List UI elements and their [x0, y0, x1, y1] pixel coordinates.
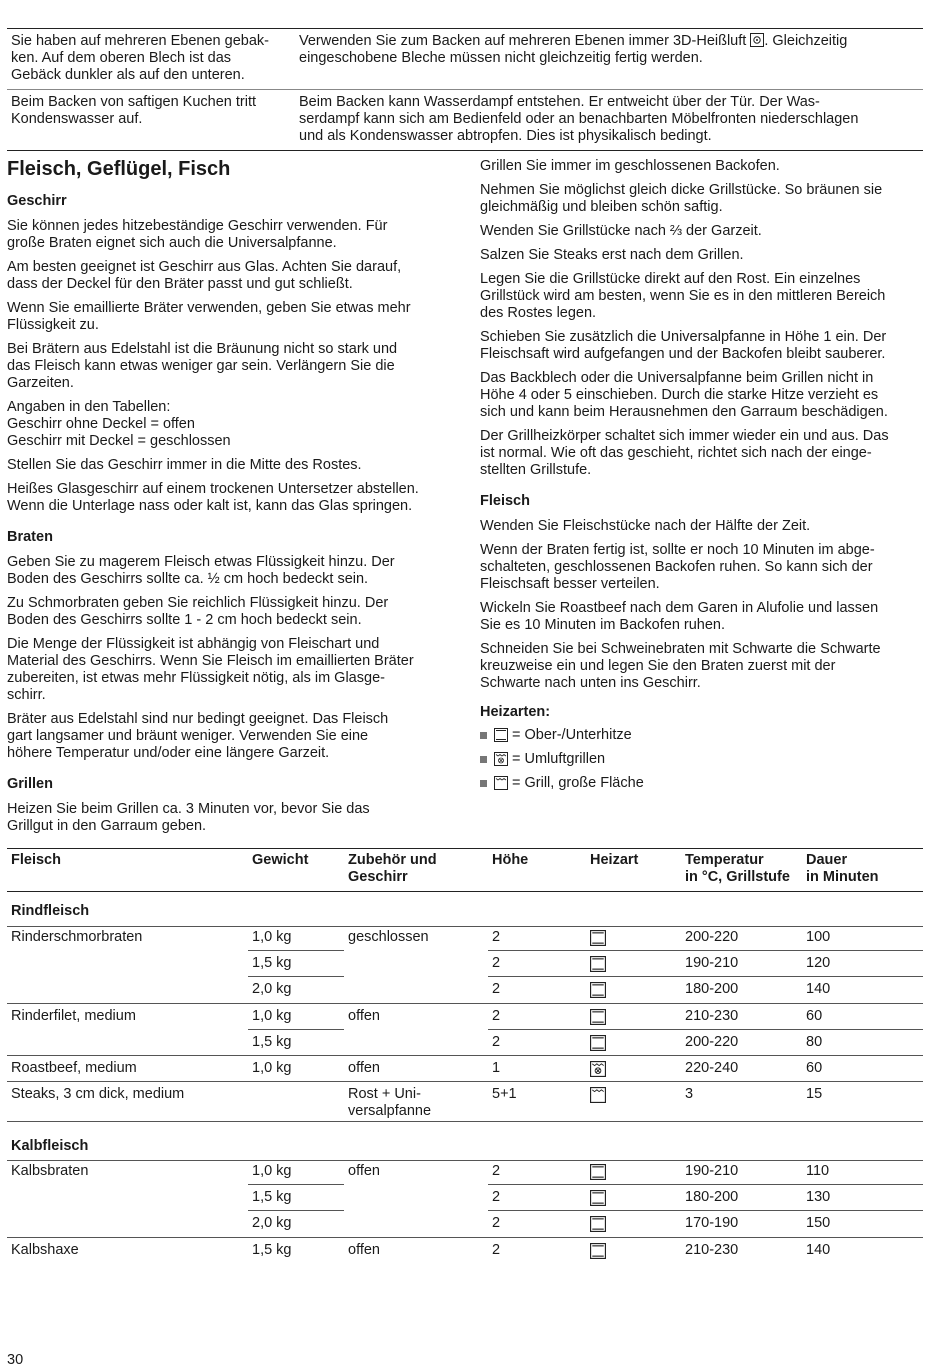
fleisch-heading: Fleisch: [480, 493, 530, 509]
ober-unterhitze-icon: [590, 1164, 606, 1180]
cell-temp: 3: [685, 1086, 694, 1102]
cell-dur: 130: [806, 1189, 831, 1205]
paragraph: Legen Sie die Grillstücke direkt auf den Rost. Ein einzelnes Grillstück wird am besten, wenn Sie es in den mittleren Bereich des Rostes legen.: [480, 271, 886, 321]
geschirr-heading: Geschirr: [7, 193, 67, 209]
ober-unterhitze-icon: [590, 1190, 606, 1206]
cell-temp: 210-230: [685, 1242, 739, 1258]
solution-cell: Beim Backen kann Wasserdampf entstehen. Er entweicht über der Tür. Der Was- serdampf kann sich am Bedienfeld oder an benachbarten Möbelfronten niederschlagen und als Kondenswasser abtropfen. Dies ist physikalisch bedingt.: [299, 94, 859, 144]
cell-name: Kalbshaxe: [11, 1242, 79, 1258]
paragraph: Am besten geeignet ist Geschirr aus Glas. Achten Sie darauf, dass der Deckel für den Bräter passt und gut schließt.: [7, 259, 402, 292]
row-divider: [7, 1055, 923, 1056]
solution-text: Verwenden Sie zum Backen auf mehreren Ebenen immer 3D-Heißluft: [299, 33, 751, 49]
cell-dur: 120: [806, 955, 831, 971]
cell-dur: 140: [806, 1242, 831, 1258]
paragraph: Salzen Sie Steaks erst nach dem Grillen.: [480, 247, 744, 263]
cell-height: 2: [492, 955, 501, 971]
solution-cell: [299, 33, 923, 84]
paragraph: Geben Sie zu magerem Fleisch etwas Flüssigkeit hinzu. Der Boden des Geschirrs sollte ca. ½ cm hoch bedeckt sein.: [7, 554, 395, 587]
cell-dur: 100: [806, 929, 831, 945]
cell-name: Kalbsbraten: [11, 1163, 89, 1179]
paragraph: Schneiden Sie bei Schweinebraten mit Schwarte die Schwarte kreuzweise ein und legen Sie den Braten zuerst mit der Schwarte nach unten ins Geschirr.: [480, 641, 881, 691]
paragraph: Heißes Glasgeschirr auf einem trockenen Untersetzer abstellen. Wenn die Unterlage nass oder kalt ist, kann das Glas springen.: [7, 481, 419, 514]
row-divider: [248, 950, 344, 951]
cell-dur: 110: [806, 1163, 830, 1179]
bullet-square: [480, 780, 487, 787]
row-divider: [7, 1237, 923, 1238]
paragraph: Heizen Sie beim Grillen ca. 3 Minuten vor, bevor Sie das Grillgut in den Garraum geben.: [7, 801, 370, 834]
section-label: Kalbfleisch: [11, 1138, 89, 1154]
troubleshooting-row: [7, 89, 923, 150]
cell-temp: 170-190: [685, 1215, 739, 1231]
header-fleisch: Fleisch: [11, 852, 61, 868]
ober-unterhitze-icon: [590, 930, 606, 946]
cell-temp: 180-200: [685, 981, 739, 997]
row-divider: [7, 1160, 923, 1161]
problem-cell: Sie haben auf mehreren Ebenen gebak- ken. Auf dem oberen Blech ist das Gebäck dunkler als auf den unteren.: [11, 33, 269, 83]
ober-unterhitze-icon: [494, 728, 508, 742]
solution-text-2: . Gleichzeitig eingeschobene Bleche müssen nicht gleichzeitig fertig werden.: [299, 33, 848, 66]
cell-dur: 60: [806, 1008, 823, 1024]
table-header: [7, 848, 923, 892]
paragraph: Schieben Sie zusätzlich die Universalpfanne in Höhe 1 ein. Der Fleischsaft wird aufgefangen und der Backofen bleibt sauberer.: [480, 329, 887, 362]
cell-dur: 150: [806, 1215, 831, 1231]
cell-acc: geschlossen: [348, 929, 429, 945]
paragraph: Wenden Sie Grillstücke nach ⅔ der Garzeit.: [480, 223, 762, 239]
cell-weight: 1,0 kg: [252, 929, 292, 945]
cell-dur: 60: [806, 1060, 823, 1076]
right-column: [480, 158, 930, 795]
cell-weight: 1,5 kg: [252, 955, 292, 971]
left-column: [7, 157, 457, 842]
cell-height: 2: [492, 1189, 501, 1205]
umluftgrillen-icon: [590, 1061, 606, 1077]
section-label: Rindfleisch: [11, 903, 90, 919]
paragraph: Das Backblech oder die Universalpfanne beim Grillen nicht in Höhe 4 oder 5 einschieben. Durch die starke Hitze verzieht es sich und kann beim Herausnehmen den Garraum beschädigen.: [480, 370, 888, 420]
grill-grosse-flaeche-icon: [590, 1087, 606, 1103]
paragraph: Die Menge der Flüssigkeit ist abhängig von Fleischart und Material des Geschirrs. Wenn Sie Fleisch im emaillierten Bräter zubereiten, ist etwas mehr Flüssigkeit nötig, als im Glasge- schirr.: [7, 636, 414, 703]
row-divider: [488, 1210, 923, 1211]
cell-weight: 1,5 kg: [252, 1242, 292, 1258]
cell-height: 2: [492, 1163, 501, 1179]
cell-name: Steaks, 3 cm dick, medium: [11, 1086, 185, 1102]
row-divider: [248, 1210, 344, 1211]
cell-temp: 200-220: [685, 1034, 739, 1050]
ober-unterhitze-icon: [590, 956, 606, 972]
cell-height: 2: [492, 1242, 501, 1258]
bullet-square: [480, 756, 487, 763]
cell-acc: Rost + Uni- versalpfanne: [348, 1086, 432, 1119]
row-divider: [248, 976, 344, 977]
troubleshooting-row: [7, 29, 923, 89]
grillen-heading: Grillen: [7, 776, 53, 792]
cell-dur: 80: [806, 1034, 823, 1050]
bullet-square: [480, 732, 487, 739]
paragraph: Stellen Sie das Geschirr immer in die Mitte des Rostes.: [7, 457, 362, 473]
header-temperatur: Temperatur in °C, Grillstufe: [685, 852, 790, 885]
cell-height: 2: [492, 981, 501, 997]
header-dauer: Dauer in Minuten: [806, 852, 879, 885]
cell-weight: 2,0 kg: [252, 981, 292, 997]
paragraph: Bräter aus Edelstahl sind nur bedingt geeignet. Das Fleisch gart langsamer und bräunt weniger. Verwenden Sie eine höhere Temperatur und/oder eine längere Garzeit.: [7, 711, 389, 761]
page-number: 30: [7, 1352, 24, 1368]
paragraph: Wenn Sie emaillierte Bräter verwenden, geben Sie etwas mehr Flüssigkeit zu.: [7, 300, 411, 333]
cell-height: 1: [492, 1060, 501, 1076]
row-divider: [488, 1184, 923, 1185]
cell-temp: 190-210: [685, 1163, 739, 1179]
braten-heading: Braten: [7, 529, 53, 545]
heizart-item: [480, 723, 930, 747]
header-hoehe: Höhe: [492, 852, 529, 868]
cell-name: Rinderfilet, medium: [11, 1008, 136, 1024]
paragraph: Nehmen Sie möglichst gleich dicke Grillstücke. So bräunen sie gleichmäßig und bleiben schön saftig.: [480, 182, 883, 215]
ober-unterhitze-icon: [590, 1009, 606, 1025]
cell-dur: 140: [806, 981, 831, 997]
row-divider: [488, 950, 923, 951]
cell-height: 5+1: [492, 1086, 517, 1102]
cell-acc: offen: [348, 1242, 380, 1258]
cell-temp: 180-200: [685, 1189, 739, 1205]
row-divider: [7, 1003, 923, 1004]
paragraph: Grillen Sie immer im geschlossenen Backofen.: [480, 158, 780, 174]
heizart-item: [480, 747, 930, 771]
cell-weight: 1,0 kg: [252, 1060, 292, 1076]
row-divider: [488, 976, 923, 977]
ober-unterhitze-icon: [590, 1035, 606, 1051]
row-divider: [7, 1121, 923, 1122]
3d-heissluft-icon: [750, 33, 764, 47]
cell-height: 2: [492, 1008, 501, 1024]
paragraph: Bei Brätern aus Edelstahl ist die Bräunung nicht so stark und das Fleisch kann etwas weniger gar sein. Verlängern Sie die Garzeiten.: [7, 341, 398, 391]
row-divider: [248, 1029, 344, 1030]
cooking-table: [7, 848, 923, 1268]
header-zubehoer: Zubehör und Geschirr: [348, 852, 437, 885]
cell-name: Roastbeef, medium: [11, 1060, 137, 1076]
problem-cell: Beim Backen von saftigen Kuchen tritt Kondenswasser auf.: [11, 94, 257, 127]
cell-weight: 1,0 kg: [252, 1163, 292, 1179]
cell-height: 2: [492, 1215, 501, 1231]
heizart-label: = Ober-/Unterhitze: [512, 726, 632, 743]
row-divider: [488, 1029, 923, 1030]
heizarten-heading: Heizarten:: [480, 704, 551, 720]
paragraph: Wickeln Sie Roastbeef nach dem Garen in Alufolie und lassen Sie es 10 Minuten im Backofen ruhen.: [480, 600, 879, 633]
cell-height: 2: [492, 1034, 501, 1050]
cell-dur: 15: [806, 1086, 823, 1102]
header-heizart: Heizart: [590, 852, 639, 868]
paragraph: Zu Schmorbraten geben Sie reichlich Flüssigkeit hinzu. Der Boden des Geschirrs sollte 1 - 2 cm hoch bedeckt sein.: [7, 595, 389, 628]
cell-temp: 200-220: [685, 929, 739, 945]
cell-name: Rinderschmorbraten: [11, 929, 143, 945]
cell-height: 2: [492, 929, 501, 945]
ober-unterhitze-icon: [590, 1216, 606, 1232]
cell-temp: 220-240: [685, 1060, 739, 1076]
ober-unterhitze-icon: [590, 1243, 606, 1259]
ober-unterhitze-icon: [590, 982, 606, 998]
cell-temp: 210-230: [685, 1008, 739, 1024]
cell-weight: 1,5 kg: [252, 1189, 292, 1205]
cell-acc: offen: [348, 1060, 380, 1076]
row-divider: [7, 1081, 923, 1082]
cell-acc: offen: [348, 1008, 380, 1024]
paragraph: Sie können jedes hitzebeständige Geschirr verwenden. Für große Braten eignet sich auch die Universalpfanne.: [7, 218, 388, 251]
troubleshooting-table: [7, 28, 923, 151]
heizart-label: = Grill, große Fläche: [512, 774, 644, 791]
cell-weight: 2,0 kg: [252, 1215, 292, 1231]
umluftgrillen-icon: [494, 752, 508, 766]
heizart-item: [480, 771, 930, 795]
paragraph: Wenn der Braten fertig ist, sollte er noch 10 Minuten im abge- schalteten, geschlossenen Backofen ruhen. So kann sich der Fleischsaft besser verteilen.: [480, 542, 875, 592]
row-divider: [248, 1184, 344, 1185]
cell-weight: 1,5 kg: [252, 1034, 292, 1050]
row-divider: [7, 926, 923, 927]
heizart-label: = Umluftgrillen: [512, 750, 606, 767]
header-gewicht: Gewicht: [252, 852, 309, 868]
cell-weight: 1,0 kg: [252, 1008, 292, 1024]
section-title: Fleisch, Geflügel, Fisch: [7, 158, 231, 180]
paragraph: Angaben in den Tabellen: Geschirr ohne Deckel = offen Geschirr mit Deckel = geschlossen: [7, 399, 231, 449]
grill-grosse-flaeche-icon: [494, 776, 508, 790]
paragraph: Der Grillheizkörper schaltet sich immer wieder ein und aus. Das ist normal. Wie oft das geschieht, richtet sich nach der einge- stellten Grillstufe.: [480, 428, 889, 478]
cell-acc: offen: [348, 1163, 380, 1179]
cell-temp: 190-210: [685, 955, 739, 971]
paragraph: Wenden Sie Fleischstücke nach der Hälfte der Zeit.: [480, 518, 811, 534]
